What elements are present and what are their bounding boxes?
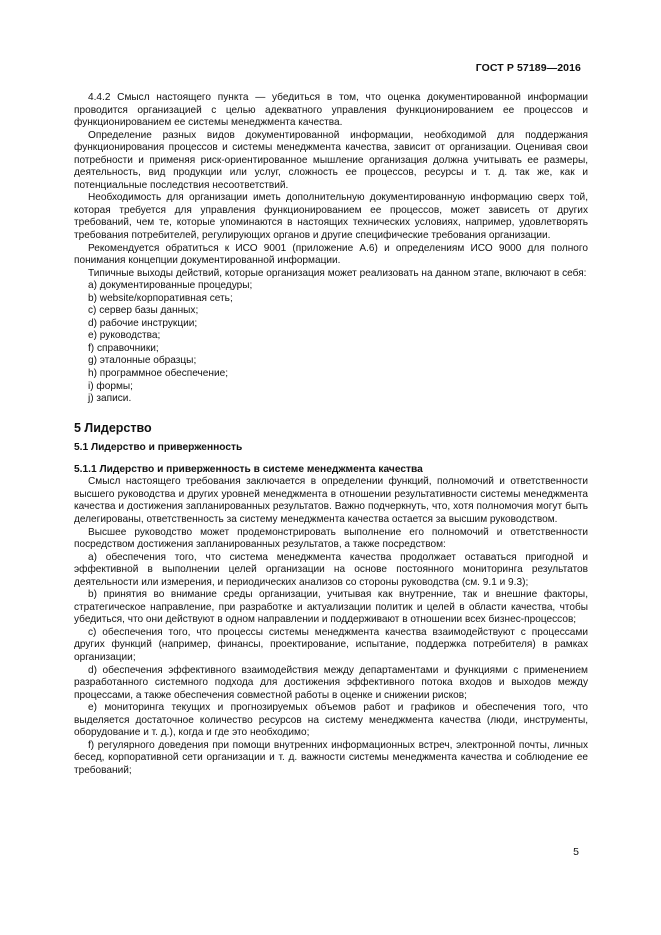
list-item: i) формы;	[88, 380, 133, 392]
standard-code: ГОСТ Р 57189—2016	[475, 62, 581, 74]
list-item: c) сервер базы данных;	[88, 305, 199, 317]
paragraph: a) обеспечения того, что система менеджмента качества продолжает оставаться пригодной и эффективной в выполнении целей организации на основе постоянного мониторинга результатов деятельности или измерения, и периодических анализов со стороны руководства (см. 9.1 и 9.3);	[74, 551, 588, 588]
subsubsection-heading: 5.1.1 Лидерство и приверженность в системе менеджмента качества	[74, 463, 423, 475]
paragraph: f) регулярного доведения при помощи внутренних информационных встреч, электронной почты, личных бесед, корпоративной сети организации и т. д. важности системы менеджмента качества и соблюдение ее требований;	[74, 739, 588, 776]
list-item: a) документированные процедуры;	[88, 280, 253, 292]
list-item: f) справочники;	[88, 342, 159, 354]
list-item: d) рабочие инструкции;	[88, 317, 198, 329]
list-item: j) записи.	[88, 393, 132, 405]
page-number: 5	[573, 846, 579, 858]
list-item: b) website/корпоративная сеть;	[88, 292, 233, 304]
paragraph: b) принятия во внимание среды организации, учитывая как внутренние, так и внешние факторы, стратегическое направление, при разработке и актуализации политик и целей в области качества, чтобы убедиться, что они действуют в одном направлении и поддерживают в отношении всех бизнес-процессов;	[74, 589, 588, 626]
subsection-heading: 5.1 Лидерство и приверженность	[74, 442, 243, 454]
list-item: g) эталонные образцы;	[88, 355, 197, 367]
section-heading: 5 Лидерство	[74, 420, 152, 435]
page-content	[74, 92, 588, 777]
paragraph: e) мониторинга текущих и прогнозируемых объемов работ и графиков и обеспечения того, что выделяется достаточное количество ресурсов на систему менеджмента качества (люди, инструменты, оборудование и т. д.), когда и где это необходимо;	[74, 702, 588, 739]
paragraph: Необходимость для организации иметь дополнительную документированную информацию сверх той, которая требуется для управления функционированием ее процессов, может зависеть от других требований, чем те, которые упоминаются в настоящих технических условиях, например, удовлетворять требования потребителей, регулирующих органов и другие специфические требования организации.	[74, 192, 588, 242]
paragraph: Смысл настоящего требования заключается в определении функций, полномочий и ответственности высшего руководства и других уровней менеджмента в отношении результативности системы менеджмента качества и достижения запланированных результатов. Важно подчеркнуть, что, хотя полномочия могут быть делегированы, ответственность за систему менеджмента качества остается за высшим руководством.	[74, 476, 588, 525]
paragraph: d) обеспечения эффективного взаимодействия между департаментами и функциями с применением разработанного системного подхода для достижения эффективного потока входов и выходов между процессами, а также обеспечения совместной работы в оценке и снижении рисков;	[74, 664, 588, 701]
list-item: h) программное обеспечение;	[88, 368, 229, 380]
list-intro: Типичные выходы действий, которые организация может реализовать на данном этапе, включают в себя:	[88, 267, 587, 279]
paragraph: Высшее руководство может продемонстрировать выполнение его полномочий и ответственности посредством достижения запланированных результатов, а также посредством:	[74, 526, 588, 551]
list-item: e) руководства;	[88, 330, 161, 342]
paragraph: 4.4.2 Смысл настоящего пункта — убедиться в том, что оценка документированной информации проводится организацией с целью адекватного управления функционированием ее процессов и функционированием ее системы менеджмента качества.	[74, 92, 588, 129]
paragraph: c) обеспечения того, что процессы системы менеджмента качества взаимодействуют с процессами других функций (например, финансы, проектирование, испытание, поддержка потребителя) в рамках организации;	[74, 626, 588, 663]
paragraph: Рекомендуется обратиться к ИСО 9001 (приложение А.6) и определениям ИСО 9000 для полного понимания концепции документированной информации.	[74, 242, 588, 267]
outputs-list	[74, 280, 588, 405]
paragraph: Определение разных видов документированной информации, необходимой для поддержания функционирования процессов и системы менеджмента качества, зависит от организации. Оценивая свои потребности и применяя риск-ориентированное мышление организация должна учитывать ее размеры, деятельность, вид продукции или услуг, сложность ее процессов, ресурсы и т. д. так же, как и потенциальные последствия несоответствий.	[74, 129, 588, 191]
